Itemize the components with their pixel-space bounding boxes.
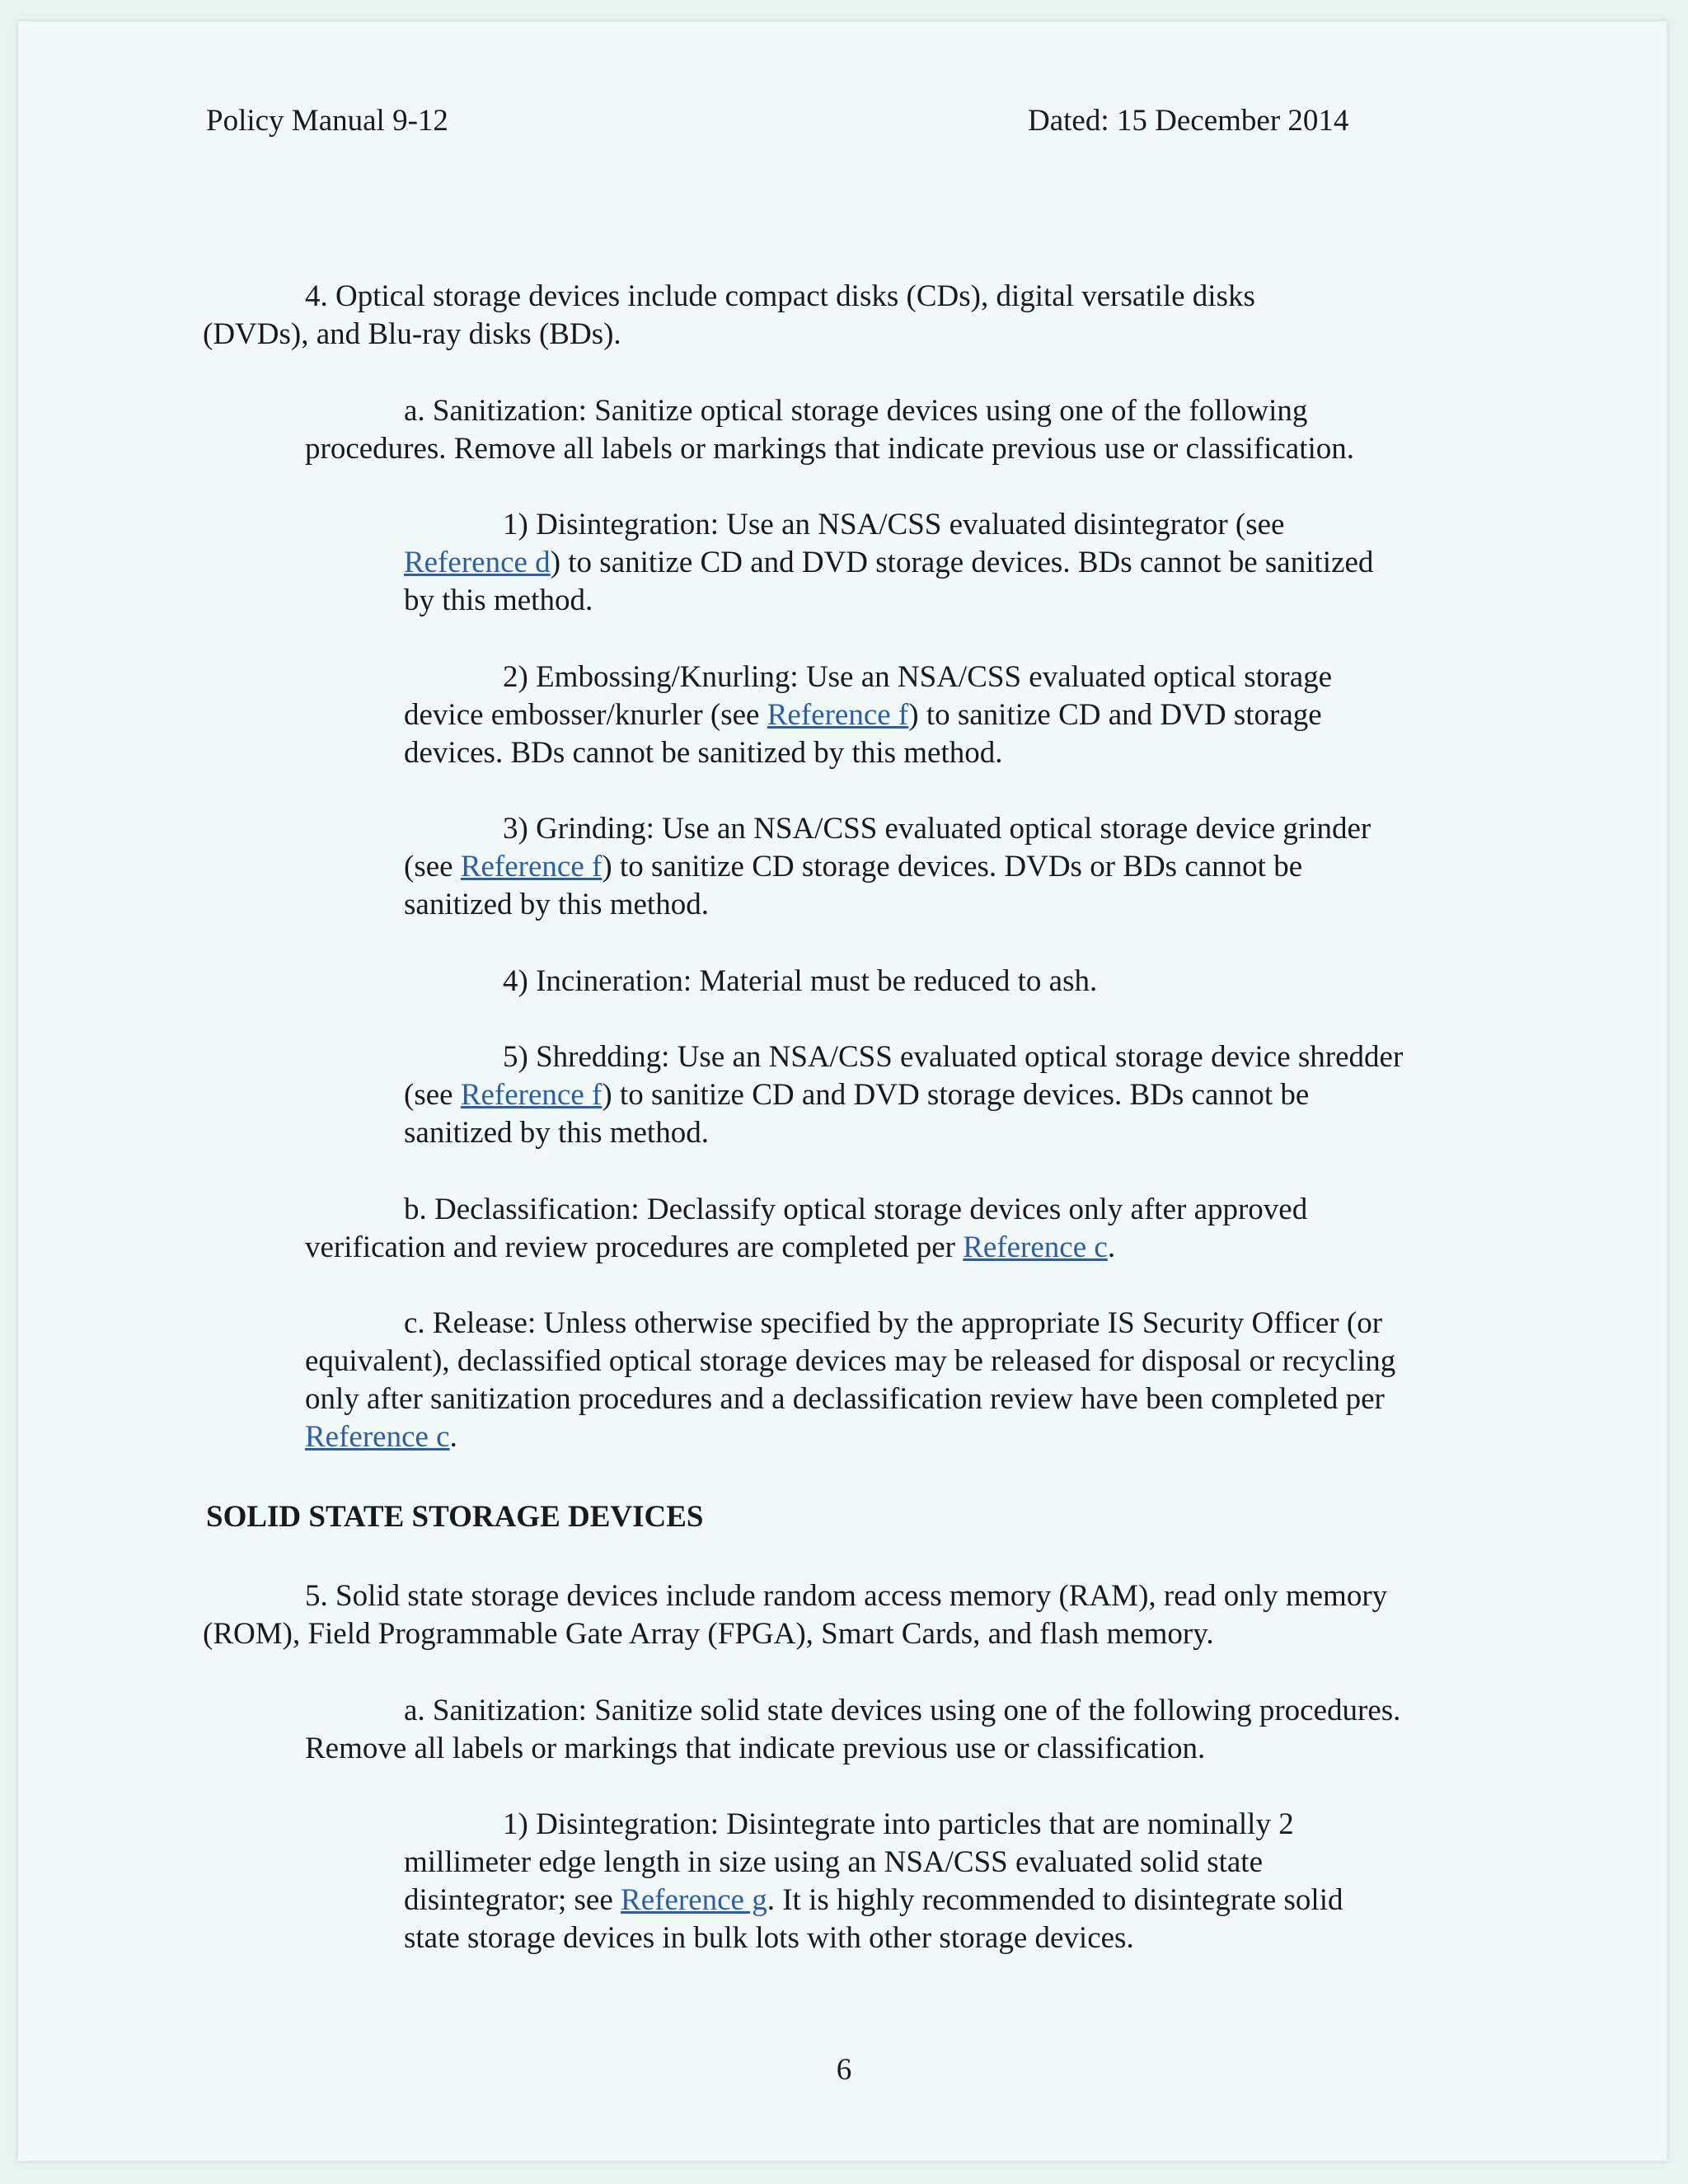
reference-f-link[interactable]: Reference f (767, 698, 909, 732)
para-4a-line-2: procedures. Remove all labels or markings that indicate previous use or classification. (305, 432, 1355, 466)
para-4a5-line-2: (see Reference f) to sanitize CD and DVD storage devices. BDs cannot be (404, 1078, 1310, 1112)
page-number: 6 (836, 2053, 852, 2087)
para-4c-line-3: only after sanitization procedures and a declassification review have been completed per (305, 1382, 1385, 1416)
para-5a1-line-4: state storage devices in bulk lots with other storage devices. (404, 1921, 1134, 1955)
reference-c-link[interactable]: Reference c (305, 1420, 450, 1454)
para-4a5-line-3: sanitized by this method. (404, 1116, 709, 1150)
para-4c-line-4: Reference c. (305, 1420, 457, 1454)
para-4-line-2: (DVDs), and Blu-ray disks (BDs). (203, 317, 621, 351)
para-4a3-line-3: sanitized by this method. (404, 888, 709, 921)
para-4a4-line-1: 4) Incineration: Material must be reduced to ash. (503, 964, 1098, 998)
section-heading: SOLID STATE STORAGE DEVICES (206, 1500, 704, 1534)
para-4a5-line-1: 5) Shredding: Use an NSA/CSS evaluated optical storage device shredder (503, 1040, 1404, 1074)
para-5-line-2: (ROM), Field Programmable Gate Array (FPGA), Smart Cards, and flash memory. (203, 1617, 1214, 1651)
para-4a3-line-2: (see Reference f) to sanitize CD storage devices. DVDs or BDs cannot be (404, 850, 1303, 883)
para-4a1-line-2: Reference d) to sanitize CD and DVD storage devices. BDs cannot be sanitized (404, 546, 1374, 579)
para-4a2-line-3: devices. BDs cannot be sanitized by this method. (404, 736, 1003, 770)
reference-f-link[interactable]: Reference f (460, 1078, 603, 1112)
para-4c-line-2: equivalent), declassified optical storage devices may be released for disposal or recycling (305, 1344, 1396, 1378)
reference-f-link[interactable]: Reference f (460, 850, 603, 883)
reference-g-link[interactable]: Reference g (621, 1883, 767, 1917)
para-5a-line-2: Remove all labels or markings that indicate previous use or classification. (305, 1732, 1206, 1765)
para-5a-line-1: a. Sanitization: Sanitize solid state devices using one of the following procedures. (404, 1694, 1401, 1727)
para-5-line-1: 5. Solid state storage devices include random access memory (RAM), read only memory (305, 1579, 1388, 1613)
para-5a1-line-2: millimeter edge length in size using an NSA/CSS evaluated solid state (404, 1845, 1263, 1879)
para-4a2-line-2: device embosser/knurler (see Reference f) to sanitize CD and DVD storage (404, 698, 1322, 732)
para-4a-line-1: a. Sanitization: Sanitize optical storage devices using one of the following (404, 394, 1308, 428)
para-4b-line-1: b. Declassification: Declassify optical storage devices only after approved (404, 1193, 1308, 1226)
para-4a1-line-1: 1) Disintegration: Use an NSA/CSS evaluated disintegrator (see (503, 508, 1285, 541)
para-4a1-line-3: by this method. (404, 583, 593, 617)
header-title: Policy Manual 9-12 (206, 104, 448, 138)
para-4b-line-2: verification and review procedures are completed per Reference c. (305, 1230, 1116, 1264)
para-4-line-1: 4. Optical storage devices include compact disks (CDs), digital versatile disks (305, 279, 1255, 313)
para-4a2-line-1: 2) Embossing/Knurling: Use an NSA/CSS evaluated optical storage (503, 660, 1333, 694)
para-5a1-line-3: disintegrator; see Reference g. It is highly recommended to disintegrate solid (404, 1883, 1343, 1917)
para-4c-line-1: c. Release: Unless otherwise specified by the appropriate IS Security Officer (or (404, 1306, 1383, 1340)
header-date: Dated: 15 December 2014 (1028, 104, 1349, 138)
reference-c-link[interactable]: Reference c (963, 1230, 1108, 1264)
reference-d-link[interactable]: Reference d (404, 546, 551, 579)
para-5a1-line-1: 1) Disintegration: Disintegrate into particles that are nominally 2 (503, 1807, 1294, 1841)
para-4a3-line-1: 3) Grinding: Use an NSA/CSS evaluated optical storage device grinder (503, 812, 1372, 846)
